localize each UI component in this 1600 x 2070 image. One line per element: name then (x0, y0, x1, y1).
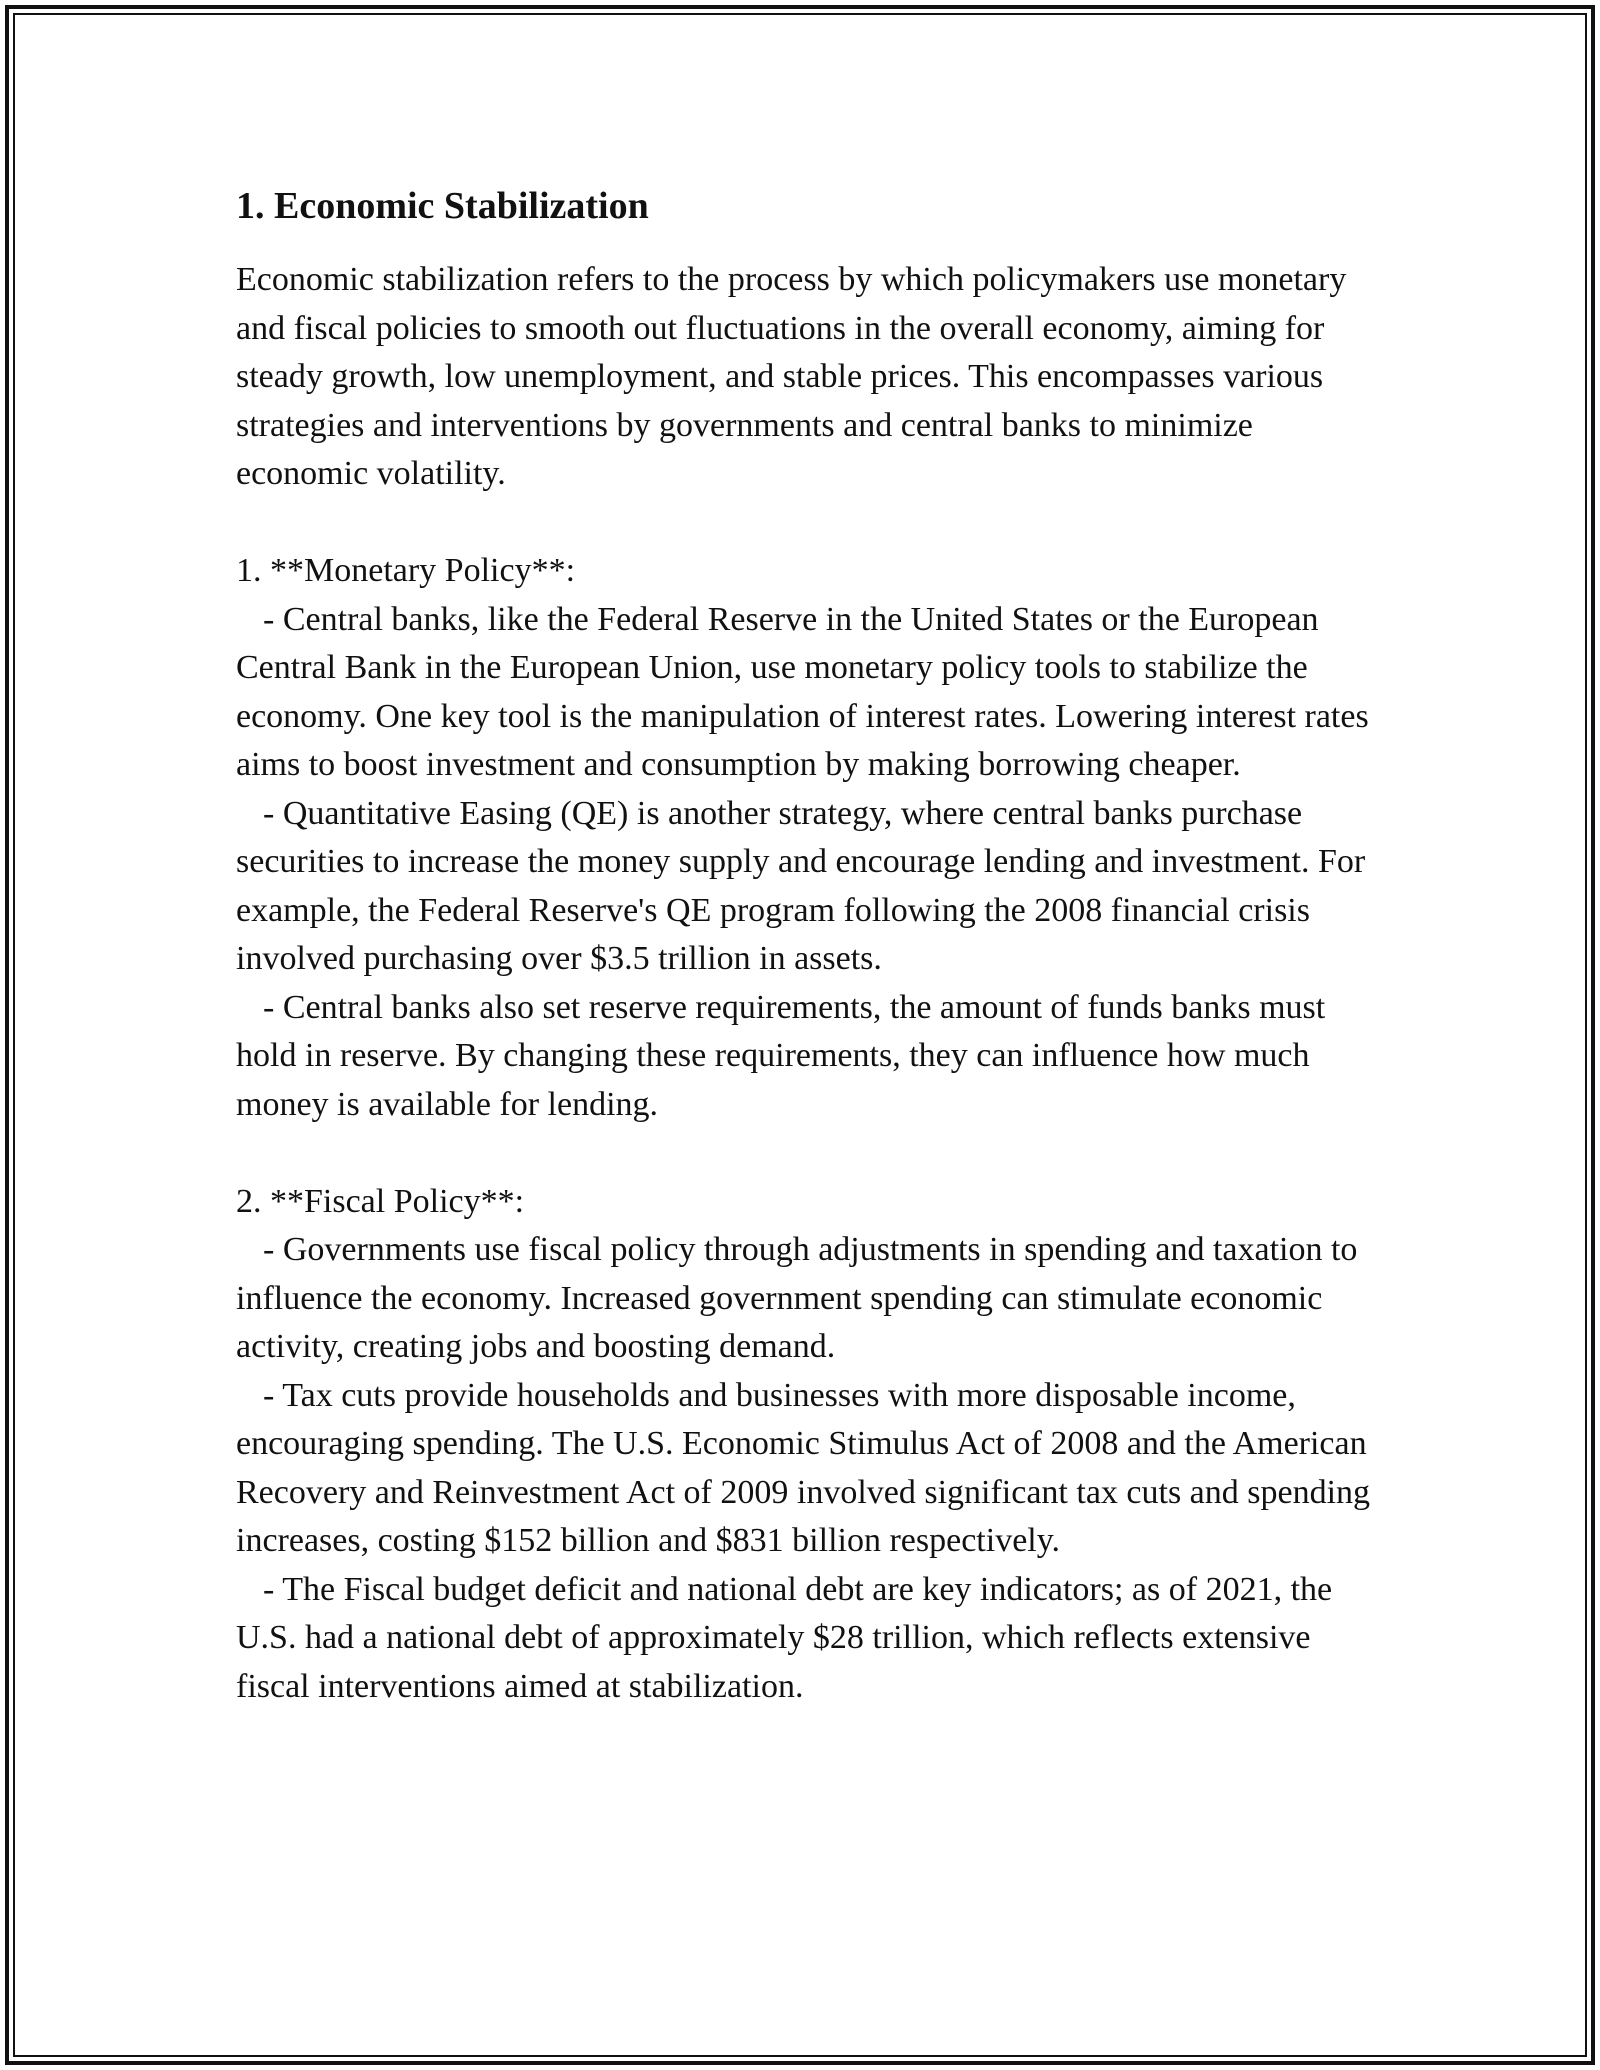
monetary-policy-section (236, 547, 1386, 1129)
monetary-bullet-interest-rates: - Central banks, like the Federal Reserve in the United States or the European Central Bank in the European Union, use monetary policy tools to stabilize the economy. One key tool is the manipulation of interest rates. Lowering interest rates aims to boost investment and consumption by making borrowing cheaper. (236, 600, 1369, 783)
fiscal-bullet-spending: - Governments use fiscal policy through adjustments in spending and taxation to influence the economy. Increased government spending can stimulate economic activity, creating jobs and boosting demand. (236, 1231, 1358, 1365)
fiscal-bullet-tax-cuts: - Tax cuts provide households and businesses with more disposable income, encouraging spending. The U.S. Economic Stimulus Act of 2008 and the American Recovery and Reinvestment Act of 2009 involved significant tax cuts and spending increases, costing $152 billion and $831 billion respectively. (236, 1376, 1371, 1559)
document-body (236, 182, 1386, 1711)
monetary-policy-title: 1. **Monetary Policy**: (236, 552, 576, 589)
fiscal-bullet-deficit-debt: - The Fiscal budget deficit and national debt are key indicators; as of 2021, the U.S. had a national debt of approximately $28 trillion, which reflects extensive fiscal interventions aimed at stabilization. (236, 1570, 1333, 1705)
paragraph-gap (236, 1129, 1386, 1178)
paragraph-gap (236, 499, 1386, 548)
fiscal-policy-title: 2. **Fiscal Policy**: (236, 1182, 525, 1220)
monetary-bullet-quantitative-easing: - Quantitative Easing (QE) is another strategy, where central banks purchase securities to increase the money supply and encourage lending and investment. For example, the Federal Reserve's QE program following the 2008 financial crisis involved purchasing over $3.5 trillion in assets. (236, 794, 1366, 977)
fiscal-policy-section (236, 1178, 1386, 1712)
section-heading: 1. Economic Stabilization (236, 185, 649, 227)
intro-paragraph: Economic stabilization refers to the process by which policymakers use monetary and fiscal policies to smooth out fluctuations in the overall economy, aiming for steady growth, low unemployment, and stable prices. This encompasses various strategies and interventions by governments and central banks to minimize economic volatility. (236, 261, 1347, 492)
monetary-bullet-reserve-requirements: - Central banks also set reserve requirements, the amount of funds banks must hold in reserve. By changing these requirements, they can influence how much money is available for lending. (236, 988, 1326, 1123)
